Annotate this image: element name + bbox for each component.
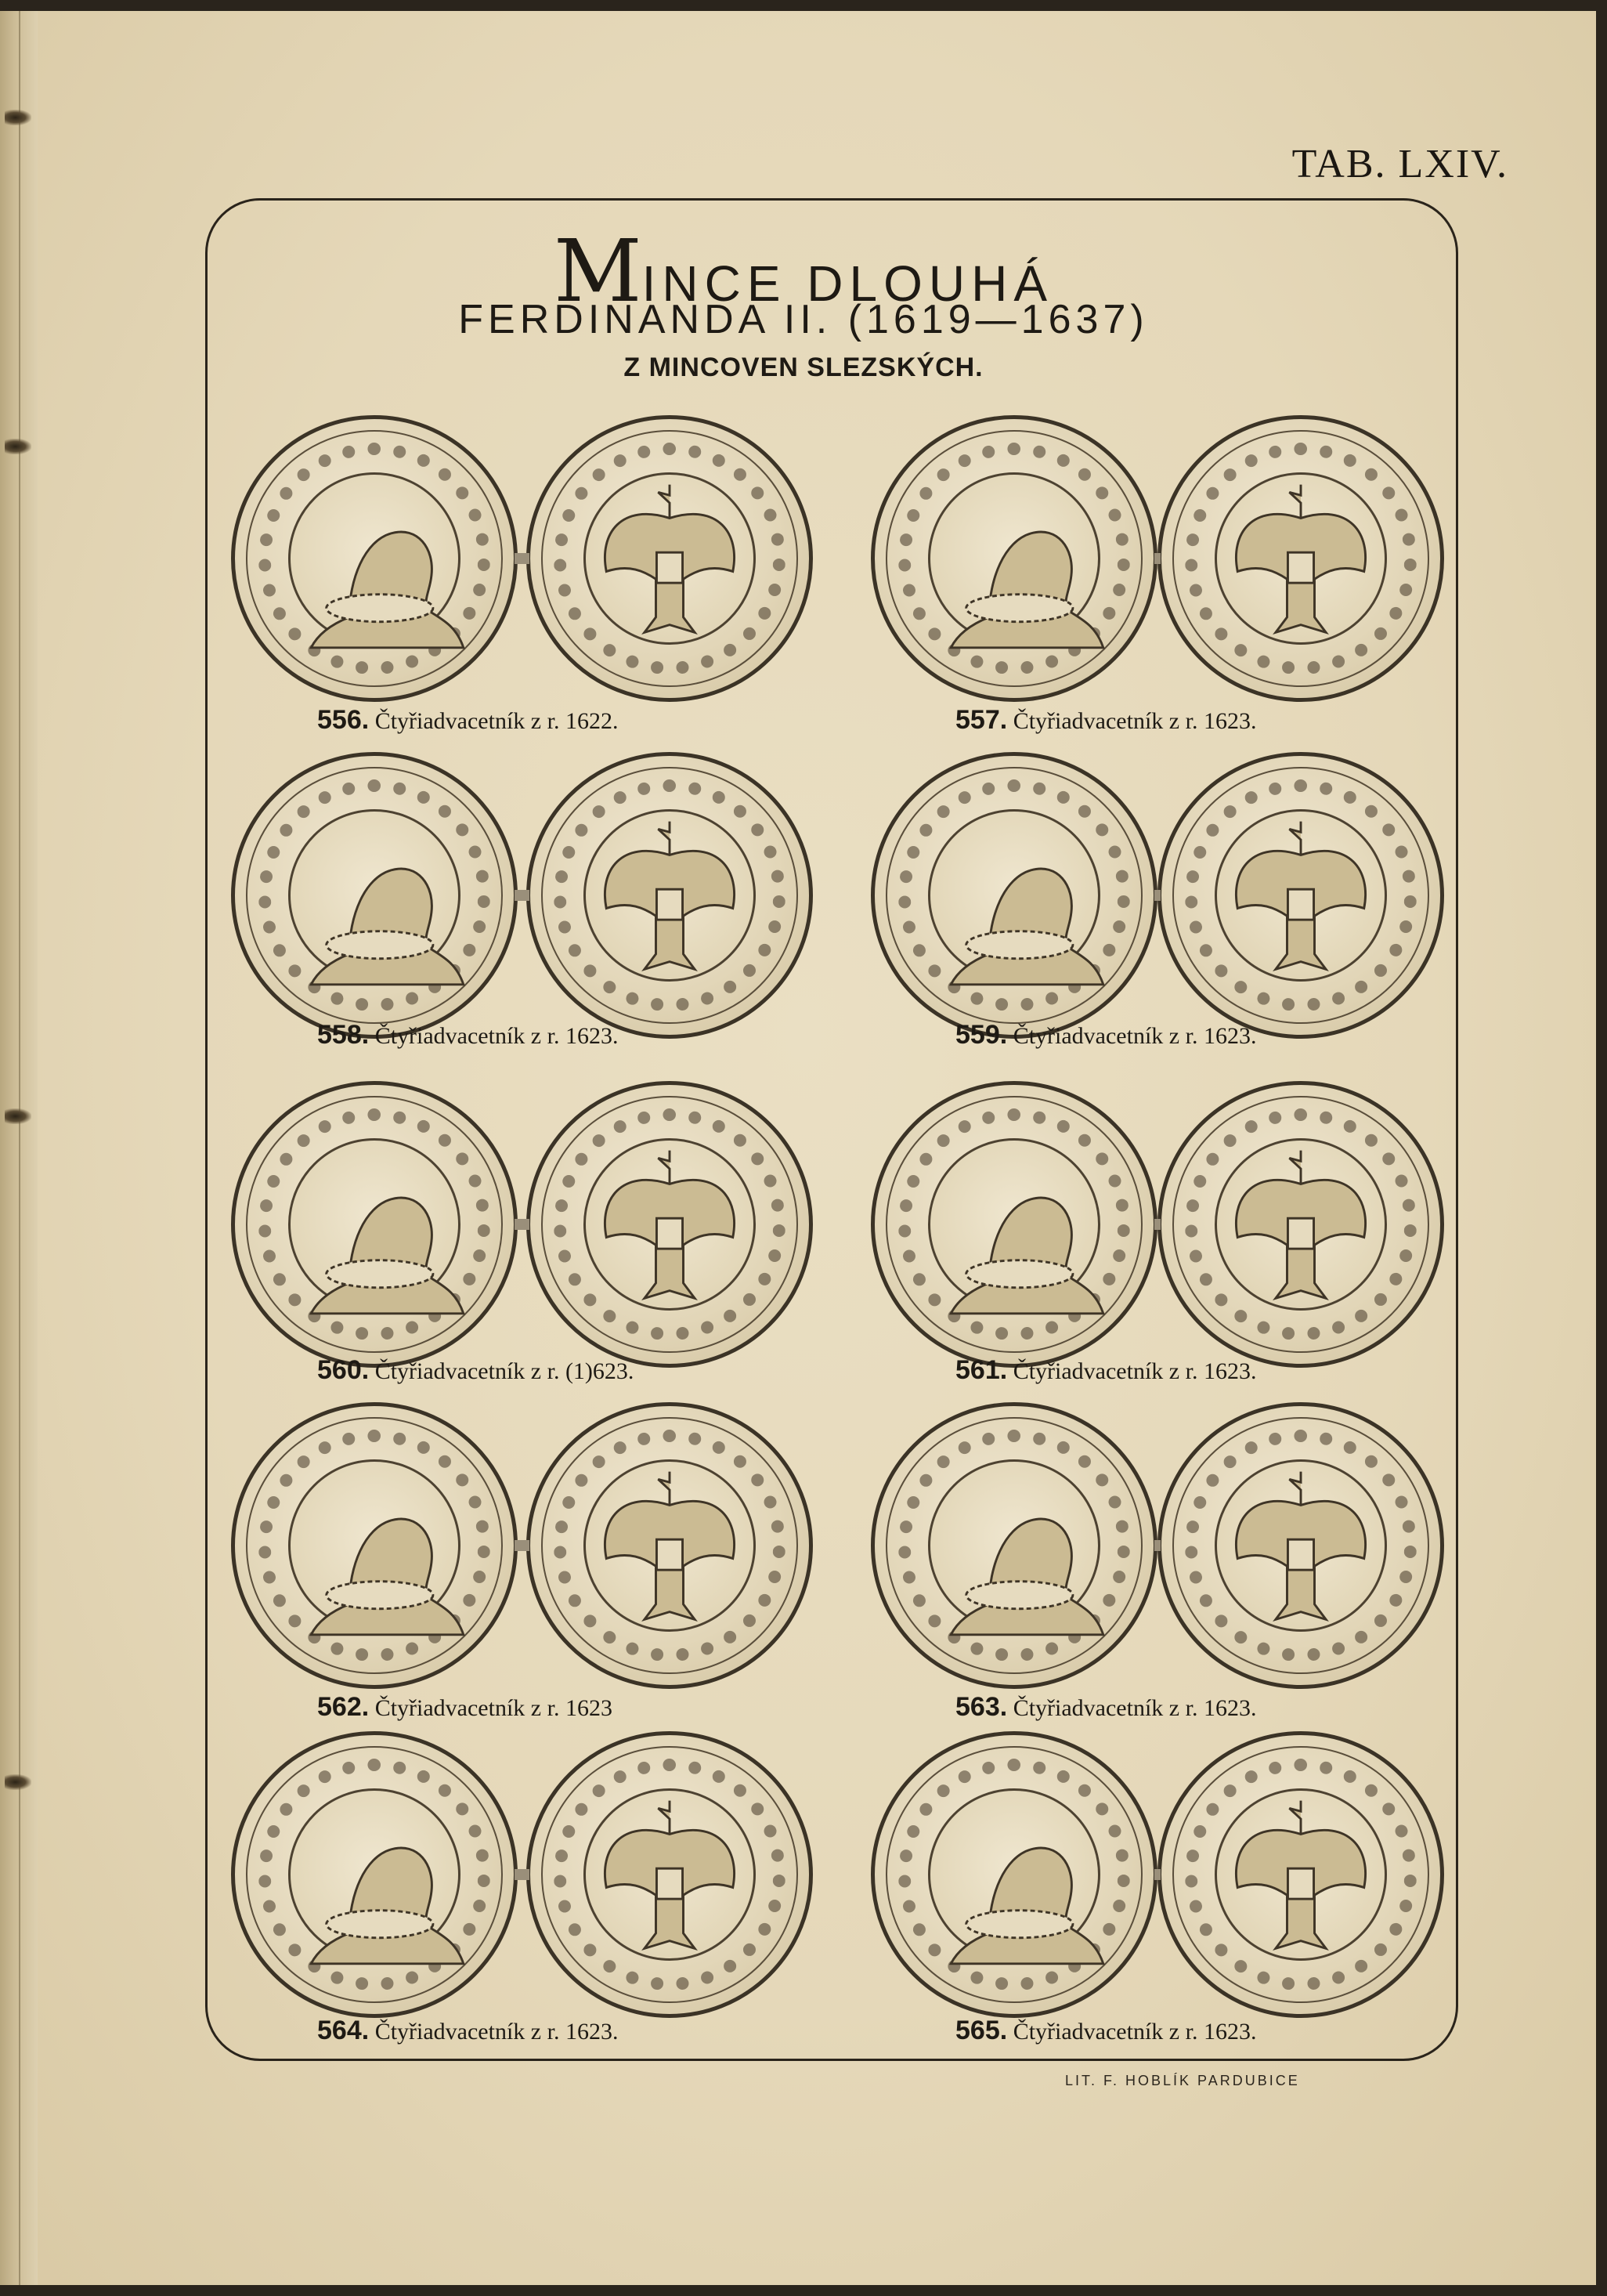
- portrait-image: [235, 419, 514, 698]
- portrait-image: [235, 1085, 514, 1364]
- title-initial: M: [553, 221, 642, 321]
- portrait-image: [875, 756, 1154, 1035]
- coin-description: Čtyřiadvacetník z r. 1623.: [369, 1023, 619, 1049]
- coin-caption: [955, 1355, 1256, 1386]
- coin-pair-link: [1154, 1219, 1161, 1230]
- coin-caption: [955, 705, 1256, 736]
- eagle-image: [530, 1735, 809, 2014]
- coin-caption: [317, 1355, 634, 1386]
- coin-description: Čtyřiadvacetník z r. 1623.: [1007, 1695, 1257, 1721]
- coin-number: 564.: [317, 2016, 370, 2045]
- coin-reverse: [526, 1081, 813, 1368]
- coin-caption: [317, 1692, 612, 1723]
- coin-obverse: [231, 1402, 518, 1689]
- coin-description: Čtyřiadvacetník z r. 1622.: [369, 708, 619, 734]
- scan-edge-top: [0, 0, 1607, 11]
- eagle-image: [1161, 1085, 1440, 1364]
- coin-description: Čtyřiadvacetník z r. 1623.: [369, 2019, 619, 2045]
- coin-number: 562.: [317, 1692, 370, 1722]
- coin-pair-link: [515, 1540, 529, 1551]
- binding-thread: [5, 1774, 31, 1790]
- eagle-image: [530, 419, 809, 698]
- coin-obverse: [871, 1731, 1157, 2018]
- coin-obverse: [231, 752, 518, 1039]
- scan-edge-right: [1596, 0, 1607, 2296]
- printer-imprint: LIT. F. HOBLÍK PARDUBICE: [1065, 2073, 1300, 2088]
- coin-pair-link: [1154, 890, 1161, 901]
- eagle-image: [530, 756, 809, 1035]
- coin-description: Čtyřiadvacetník z r. 1623.: [1007, 708, 1257, 734]
- coin-caption: [317, 2016, 618, 2046]
- eagle-image: [1161, 419, 1440, 698]
- coin-caption: [955, 1692, 1256, 1723]
- binding-thread: [5, 439, 31, 454]
- scan-edge-bottom: [0, 2285, 1607, 2296]
- coin-number: 565.: [955, 2016, 1008, 2045]
- coin-reverse: [1157, 1731, 1444, 2018]
- portrait-image: [875, 419, 1154, 698]
- eagle-image: [1161, 756, 1440, 1035]
- portrait-image: [235, 1406, 514, 1685]
- coin-description: Čtyřiadvacetník z r. 1623.: [1007, 1358, 1257, 1384]
- coin-description: Čtyřiadvacetník z r. 1623.: [1007, 2019, 1257, 2045]
- coin-reverse: [526, 1731, 813, 2018]
- gutter-line: [19, 0, 20, 2296]
- coin-number: 561.: [955, 1355, 1008, 1385]
- portrait-image: [235, 756, 514, 1035]
- binding-thread: [5, 1108, 31, 1124]
- coin-caption: [955, 2016, 1256, 2046]
- coin-caption: [317, 705, 618, 736]
- coin-pair-link: [1154, 1540, 1161, 1551]
- title-rest: INCE DLOUHÁ: [641, 255, 1054, 312]
- plate-subtitle: FERDINANDA II. (1619—1637): [458, 297, 1149, 342]
- coin-pair-link: [1154, 553, 1161, 564]
- coin-caption: [955, 1020, 1256, 1050]
- eagle-image: [530, 1406, 809, 1685]
- portrait-image: [235, 1735, 514, 2014]
- coin-obverse: [231, 1731, 518, 2018]
- coin-pair-link: [515, 553, 529, 564]
- eagle-image: [530, 1085, 809, 1364]
- binding-thread: [5, 110, 31, 125]
- eagle-image: [1161, 1406, 1440, 1685]
- coin-caption: [317, 1020, 618, 1050]
- coin-pair-link: [1154, 1869, 1161, 1880]
- plate-subtitle-mints: Z MINCOVEN SLEZSKÝCH.: [623, 353, 984, 382]
- coin-reverse: [526, 1402, 813, 1689]
- coin-number: 556.: [317, 705, 370, 735]
- coin-reverse: [1157, 415, 1444, 702]
- coin-obverse: [871, 415, 1157, 702]
- coin-obverse: [871, 752, 1157, 1039]
- portrait-image: [875, 1735, 1154, 2014]
- coin-number: 557.: [955, 705, 1008, 735]
- coin-description: Čtyřiadvacetník z r. 1623.: [1007, 1023, 1257, 1049]
- coin-obverse: [231, 1081, 518, 1368]
- coin-reverse: [526, 752, 813, 1039]
- coin-pair-link: [515, 890, 529, 901]
- coin-description: Čtyřiadvacetník z r. (1)623.: [369, 1358, 634, 1384]
- coin-number: 559.: [955, 1020, 1008, 1050]
- coin-pair-link: [515, 1219, 529, 1230]
- coin-description: Čtyřiadvacetník z r. 1623: [369, 1695, 612, 1721]
- plate-label: TAB. LXIV.: [1291, 142, 1508, 186]
- coin-reverse: [526, 415, 813, 702]
- coin-pair-link: [515, 1869, 529, 1880]
- coin-obverse: [231, 415, 518, 702]
- coin-reverse: [1157, 1081, 1444, 1368]
- portrait-image: [875, 1085, 1154, 1364]
- coin-number: 563.: [955, 1692, 1008, 1722]
- coin-number: 558.: [317, 1020, 370, 1050]
- coin-reverse: [1157, 1402, 1444, 1689]
- eagle-image: [1161, 1735, 1440, 2014]
- coin-obverse: [871, 1081, 1157, 1368]
- portrait-image: [875, 1406, 1154, 1685]
- coin-reverse: [1157, 752, 1444, 1039]
- coin-number: 560.: [317, 1355, 370, 1385]
- coin-obverse: [871, 1402, 1157, 1689]
